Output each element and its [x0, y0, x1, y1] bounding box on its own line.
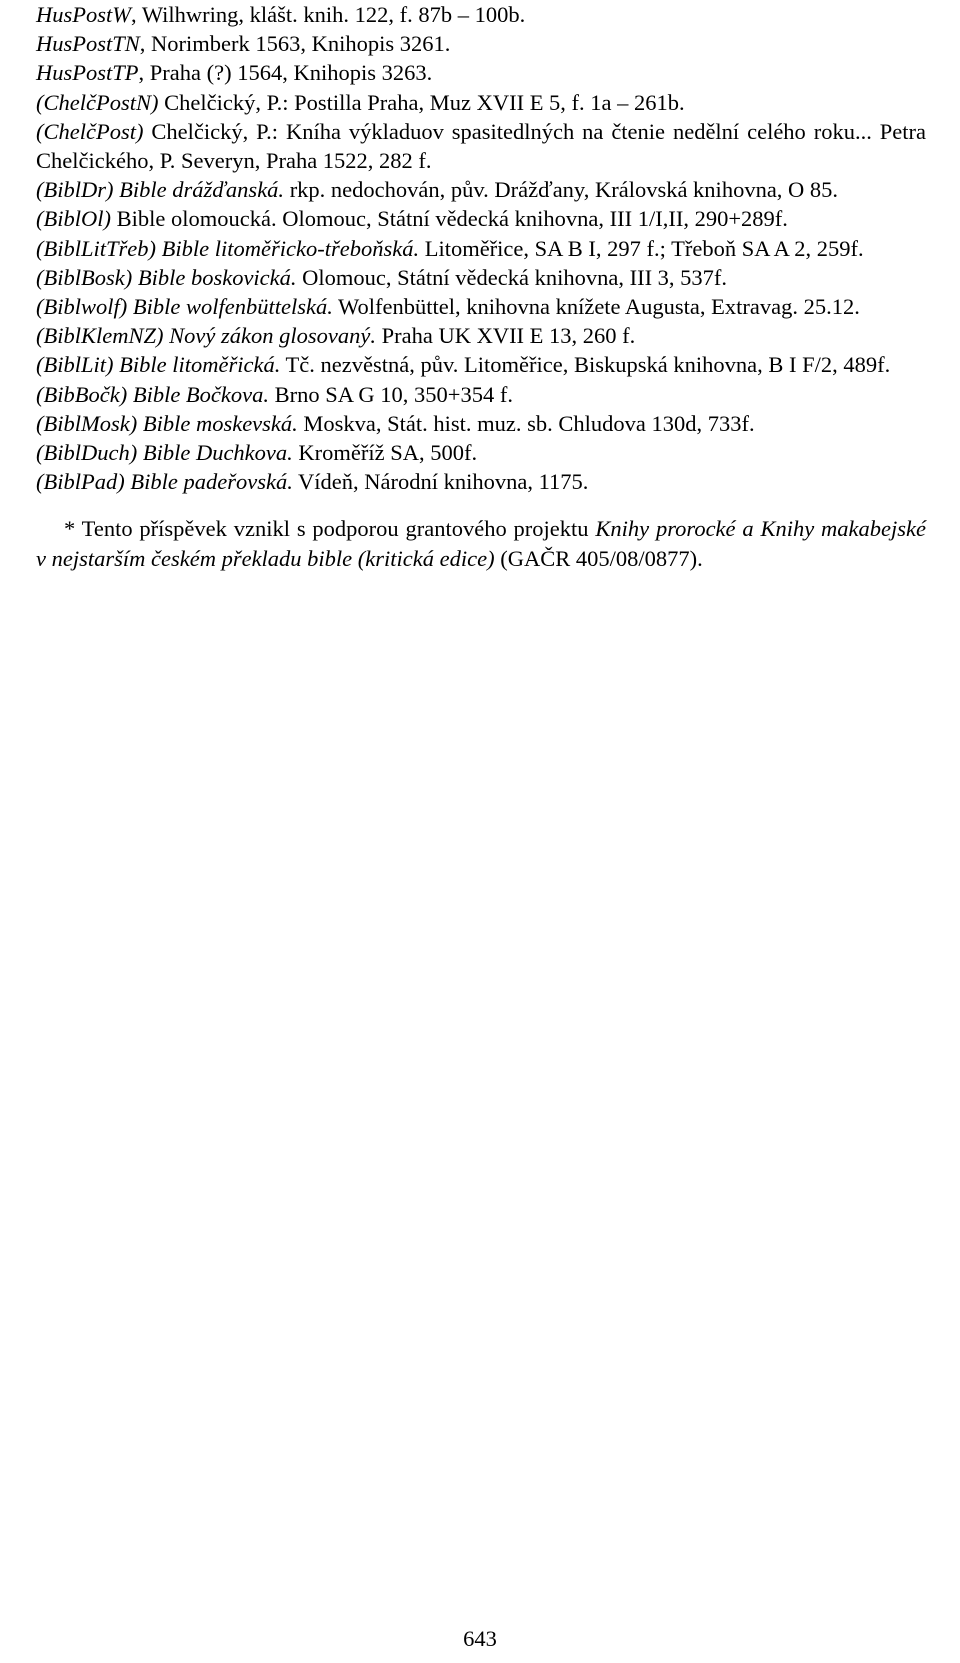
entry-abbreviation: HusPostTN [36, 31, 140, 57]
entry-abbreviation: (BiblOl) [36, 206, 111, 232]
entry-abbreviation: (ChelčPostN) [36, 89, 159, 115]
bibliography-entry [36, 409, 926, 438]
entry-details: Moskva, Stát. hist. muz. sb. Chludova 130d, 733f. [297, 410, 755, 436]
bibliography-entry [36, 350, 926, 379]
entry-details: Chelčický, P.: Postilla Praha, Muz XVII E 5, f. 1a – 261b. [164, 89, 685, 115]
bibliography-entry [36, 175, 926, 204]
bibliography-entry [36, 467, 926, 496]
entry-abbreviation: (BiblKlemNZ) [36, 323, 164, 349]
entry-abbreviation: (BiblBosk) [36, 264, 133, 290]
bibliography-page [36, 0, 926, 573]
entry-details: Vídeň, Národní knihovna, 1175. [292, 469, 589, 495]
bibliography-entry [36, 29, 926, 58]
entry-details: Norimberk 1563, Knihopis 3261. [151, 31, 451, 57]
bibliography-entry [36, 263, 926, 292]
entry-details: Chelčický, P.: Kníha výkladuov spasitedlných na čtenie nedělní celého roku... Petra Chelčického, P. Severyn, Praha 1522, 282 f. [36, 118, 926, 174]
entry-title: Nový zákon glosovaný. [169, 323, 376, 349]
footnote-title: Knihy prorocké a Knihy makabejské v nejstarším českém překladu bible (kritická edice) [36, 516, 926, 571]
entry-details: Praha UK XVII E 13, 260 f. [375, 323, 636, 349]
entry-abbreviation: (BiblDuch) [36, 440, 138, 466]
entry-separator: , [131, 2, 142, 27]
entry-title: Bible Bočkova. [132, 381, 270, 407]
bibliography-entry [36, 117, 926, 175]
bibliography-entry [36, 88, 926, 117]
entry-details: Wolfenbüttel, knihovna knížete Augusta, Extravag. 25.12. [332, 294, 860, 320]
bibliography-list [36, 0, 926, 496]
footnote-lead: * Tento příspěvek vznikl s podporou grantového projektu [64, 516, 596, 542]
entry-details: Olomouc, Státní vědecká knihovna, III 3, 537f. [296, 264, 728, 290]
entry-separator: , [139, 31, 152, 57]
entry-title: Bible litoměřicko-třeboňská. [161, 235, 420, 261]
entry-title: Bible boskovická. [137, 264, 297, 290]
bibliography-entry [36, 234, 926, 263]
entry-abbreviation: HusPostTP [36, 60, 139, 86]
entry-details: Brno SA G 10, 350+354 f. [269, 381, 513, 407]
bibliography-entry [36, 380, 926, 409]
entry-title: Bible drážďanská. [119, 177, 285, 203]
entry-abbreviation: (Biblwolf) [36, 294, 128, 320]
entry-details: Wilhwring, klášt. knih. 122, f. 87b – 100b. [141, 2, 526, 27]
entry-abbreviation: (ChelčPost) [36, 118, 144, 144]
entry-abbreviation: (BiblPad) [36, 469, 125, 495]
entry-abbreviation: (BiblLit) [36, 352, 114, 378]
entry-details: Bible olomoucká. Olomouc, Státní vědecká knihovna, III 1/I,II, 290+289f. [116, 206, 788, 232]
page-number: 643 [463, 1626, 497, 1651]
entry-details: Tč. nezvěstná, pův. Litoměřice, Biskupská knihovna, B I F/2, 489f. [280, 352, 891, 378]
entry-details: Praha (?) 1564, Knihopis 3263. [149, 60, 433, 86]
bibliography-entry [36, 58, 926, 87]
entry-details: Kroměříž SA, 500f. [292, 440, 478, 466]
entry-abbreviation: (BiblDr) [36, 177, 114, 203]
bibliography-entry [36, 321, 926, 350]
entry-separator: , [138, 60, 150, 86]
entry-title: Bible Duchkova. [142, 440, 293, 466]
entry-abbreviation: (BiblLitTřeb) [36, 235, 157, 261]
entry-abbreviation: (BiblMosk) [36, 410, 138, 436]
entry-abbreviation: HusPostW [36, 2, 131, 27]
entry-title: Bible litoměřická. [119, 352, 281, 378]
entry-abbreviation: (BibBočk) [36, 381, 128, 407]
footnote-tail: (GAČR 405/08/0877). [494, 545, 703, 571]
entry-title: Bible moskevská. [142, 410, 298, 436]
bibliography-entry [36, 292, 926, 321]
entry-title: Bible padeřovská. [130, 469, 293, 495]
bibliography-entry [36, 0, 926, 29]
entry-details: rkp. nedochován, pův. Drážďany, Královská knihovna, O 85. [284, 177, 839, 203]
bibliography-entry [36, 204, 926, 233]
entry-title: Bible wolfenbüttelská. [132, 294, 333, 320]
bibliography-entry [36, 438, 926, 467]
footnote [36, 514, 926, 572]
entry-details: Litoměřice, SA B I, 297 f.; Třeboň SA A 2, 259f. [419, 235, 864, 261]
